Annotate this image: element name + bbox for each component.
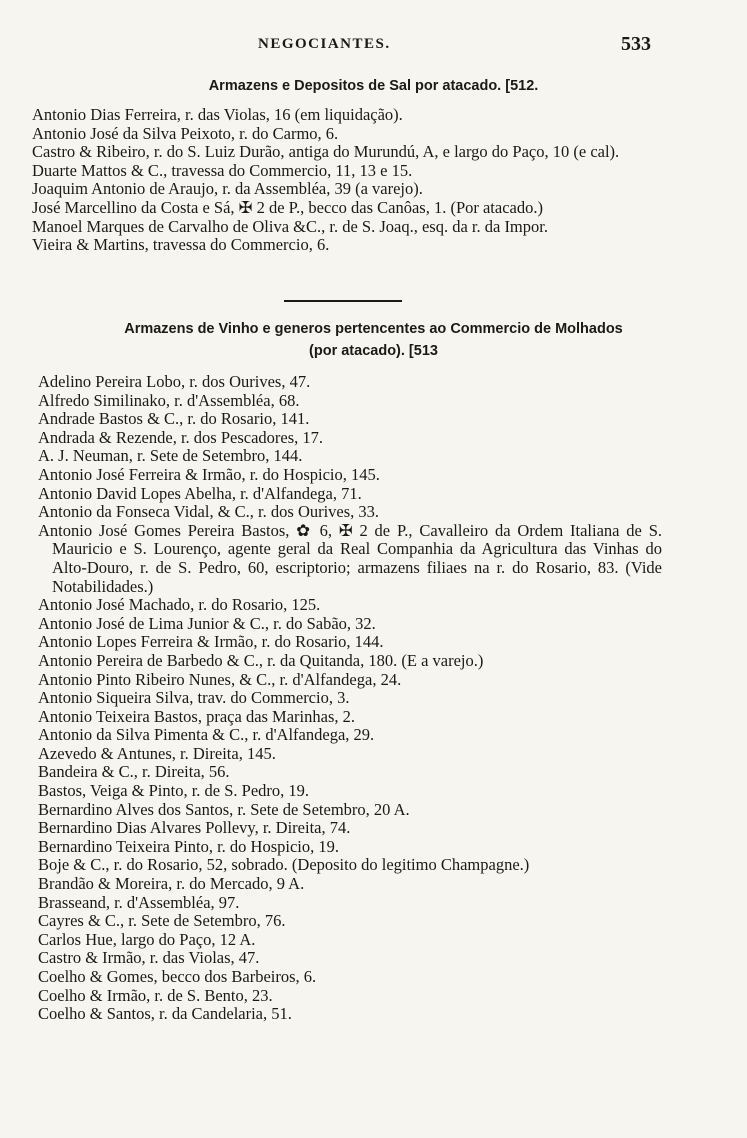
page-number: 533	[621, 33, 651, 55]
list-item: Carlos Hue, largo do Paço, 12 A.	[38, 929, 256, 949]
section-divider	[284, 300, 402, 302]
section-title-wine-line2: (por atacado). [513	[309, 343, 438, 359]
list-item: Antonio José Machado, r. do Rosario, 125.	[38, 595, 321, 615]
list-item: Antonio Dias Ferreira, r. das Violas, 16 (em liquidação).	[32, 105, 403, 124]
list-item: Coelho & Gomes, becco dos Barbeiros, 6.	[38, 967, 317, 986]
section-title-salt: Armazens e Depositos de Sal por atacado. [512.	[208, 78, 539, 94]
list-item: Bandeira & C., r. Direita, 56.	[38, 762, 230, 782]
salt-merchants-list	[32, 106, 662, 255]
list-item: Antonio David Lopes Abelha, r. d'Alfandega, 71.	[38, 483, 362, 503]
list-item: Bastos, Veiga & Pinto, r. de S. Pedro, 19.	[38, 781, 310, 801]
list-item: Adelino Pereira Lobo, r. dos Ourives, 47.	[38, 372, 311, 391]
list-item: Brasseand, r. d'Assembléa, 97.	[38, 892, 240, 912]
list-item: Brandão & Moreira, r. do Mercado, 9 A.	[38, 874, 305, 894]
section-title-wine-line1: Armazens de Vinho e generos pertencentes ao Commercio de Molhados	[124, 321, 623, 337]
list-item: Bernardino Alves dos Santos, r. Sete de Setembro, 20 A.	[38, 799, 410, 819]
list-item: Coelho & Irmão, r. de S. Bento, 23.	[38, 985, 273, 1005]
list-item: Duarte Mattos & C., travessa do Commercio, 11, 13 e 15.	[32, 160, 413, 180]
list-item: Andrada & Rezende, r. dos Pescadores, 17.	[38, 427, 324, 447]
list-item: Alfredo Similinako, r. d'Assembléa, 68.	[38, 390, 300, 410]
list-item: Antonio José da Silva Peixoto, r. do Carmo, 6.	[32, 123, 339, 143]
list-item: Joaquim Antonio de Araujo, r. da Assembléa, 39 (a varejo).	[32, 179, 423, 199]
list-item: Boje & C., r. do Rosario, 52, sobrado. (Deposito do legitimo Champagne.)	[38, 855, 530, 875]
list-item: Castro & Irmão, r. das Violas, 47.	[38, 948, 260, 968]
list-item: A. J. Neuman, r. Sete de Setembro, 144.	[38, 446, 303, 466]
running-title: NEGOCIANTES.	[258, 36, 391, 52]
list-item: Andrade Bastos & C., r. do Rosario, 141.	[38, 409, 310, 429]
list-item: Antonio da Silva Pimenta & C., r. d'Alfandega, 29.	[38, 725, 375, 745]
list-item: Cayres & C., r. Sete de Setembro, 76.	[38, 911, 286, 931]
wine-merchants-list	[38, 373, 662, 1024]
list-item: Antonio José Ferreira & Irmão, r. do Hospicio, 145.	[38, 464, 380, 484]
list-item: Antonio José Gomes Pereira Bastos, ✿ 6, ✠ 2 de P., Cavalleiro da Ordem Italiana de S. Mauricio e S. Lourenço, agente geral da Real Companhia da Agricultura das Vinhas do Alto-Douro, r. de S. Pedro, 60, escriptorio; armazens filiaes na r. do Rosario, 83. (Vide Notabilidades.)	[38, 520, 662, 596]
list-item: Castro & Ribeiro, r. do S. Luiz Durão, antiga do Murundú, A, e largo do Paço, 10 (e cal).	[32, 142, 620, 162]
list-item: Azevedo & Antunes, r. Direita, 145.	[38, 743, 276, 763]
running-head	[0, 33, 747, 60]
list-item: Antonio Pereira de Barbedo & C., r. da Quitanda, 180. (E a varejo.)	[38, 650, 484, 670]
list-item: Antonio da Fonseca Vidal, & C., r. dos Ourives, 33.	[38, 502, 380, 522]
list-item: Antonio Siqueira Silva, trav. do Commercio, 3.	[38, 688, 350, 708]
list-item: Antonio Lopes Ferreira & Irmão, r. do Rosario, 144.	[38, 632, 384, 652]
list-item: Antonio Teixeira Bastos, praça das Marinhas, 2.	[38, 706, 356, 726]
list-item: Manoel Marques de Carvalho de Oliva &C., r. de S. Joaq., esq. da r. da Impor.	[32, 216, 548, 236]
list-item: Coelho & Santos, r. da Candelaria, 51.	[38, 1004, 292, 1024]
list-item: Antonio José de Lima Junior & C., r. do Sabão, 32.	[38, 613, 376, 633]
list-item: Antonio Pinto Ribeiro Nunes, & C., r. d'Alfandega, 24.	[38, 669, 402, 689]
list-item: Bernardino Dias Alvares Pollevy, r. Direita, 74.	[38, 818, 351, 838]
list-item: Vieira & Martins, travessa do Commercio, 6.	[32, 235, 330, 255]
list-item: José Marcellino da Costa e Sá, ✠ 2 de P., becco das Canôas, 1. (Por atacado.)	[32, 197, 543, 217]
list-item: Bernardino Teixeira Pinto, r. do Hospicio, 19.	[38, 836, 339, 856]
